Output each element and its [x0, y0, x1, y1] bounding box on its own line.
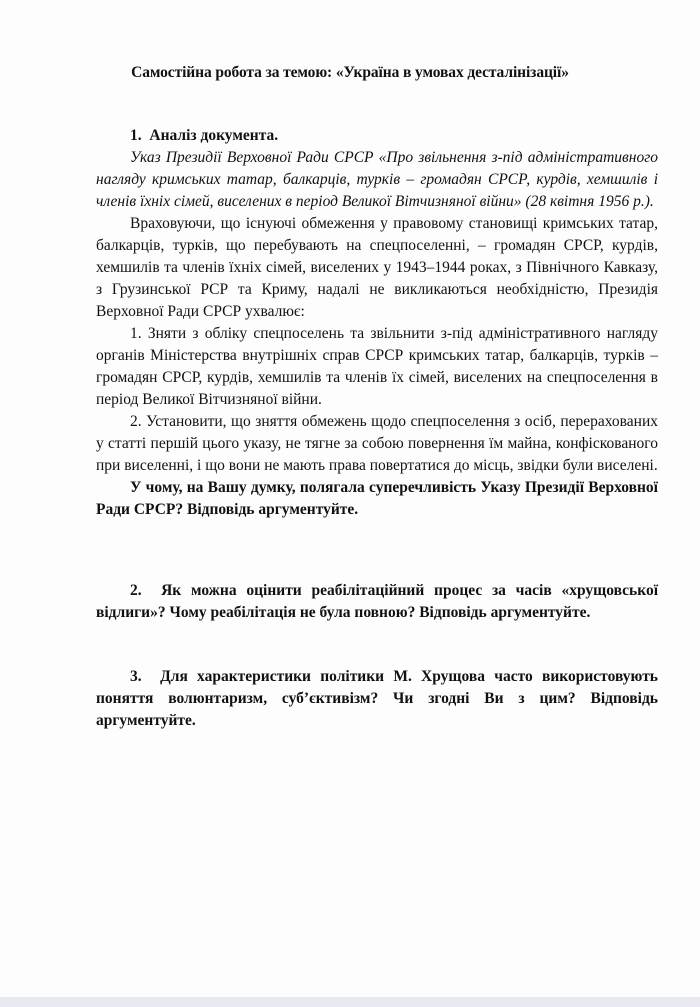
section-1-heading: 1. Аналіз документа. [130, 127, 279, 144]
document-title: Указ Президії Верховної Ради СРСР «Про звільнення з-під адміністративного нагляду кримських татар, балкарців, турків – громадян СРСР, курдів, хемшилів і членів їхніх сімей, виселених в період Великої Вітчизняної війни» (28 квітня 1956 р.). [96, 149, 658, 210]
section-2-question: 2. Як можна оцінити реабілітаційний процес за часів «хрущовської відлиги»? Чому реабілітація не була повною? Відповідь аргументуйте. [96, 582, 658, 621]
document-point-1: 1. Зняти з обліку спецпоселень та звільнити з-під адміністративного нагляду органів Міністерства внутрішніх справ СРСР кримських татар, балкарців, турків – громадян СРСР, курдів, хемшилів та членів їх сімей, виселених на спецпоселення в період Великої Вітчизняної війни. [96, 325, 658, 408]
section-3 [96, 666, 658, 732]
section-3-question: 3. Для характеристики політики М. Хрущова часто використовують поняття волюнтаризм, суб’єктивізм? Чи згодні Ви з цим? Відповідь аргументуйте. [96, 668, 658, 729]
page-title: Самостійна робота за темою: «Україна в умовах десталінізації» [131, 64, 569, 81]
document-preamble: Враховуючи, що існуючі обмеження у правовому становищі кримських татар, балкарців, турків, що перебувають на спецпоселенні, – громадян СРСР, курдів, хемшилів та членів їхніх сімей, виселених у 1943–1944 роках, з Північного Кавказу, з Грузинської РСР та Криму, надалі не викликаються необхідністю, Президія Верховної Ради СРСР ухвалює: [96, 215, 658, 320]
bottom-edge-shade [0, 997, 700, 1007]
section-2 [96, 580, 658, 624]
document-point-2: 2. Установити, що зняття обмежень щодо спецпоселення з осіб, перерахованих у статті першій цього указу, не тягне за собою повернення їм майна, конфіскованого при виселенні, і що вони не мають права повертатися до місць, звідки були виселені. [96, 413, 658, 474]
section-1 [96, 125, 658, 521]
section-1-question: У чому, на Вашу думку, полягала суперечливість Указу Президії Верховної Ради СРСР? Відповідь аргументуйте. [96, 479, 658, 518]
